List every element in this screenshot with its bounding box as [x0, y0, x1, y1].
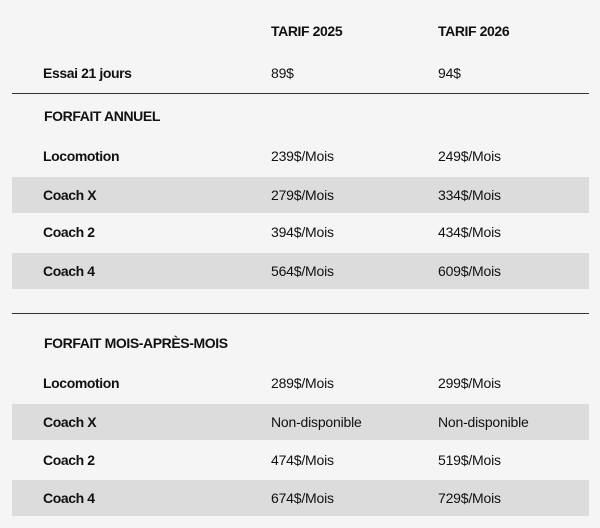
section-title-monthly: FORFAIT MOIS-APRÈS-MOIS	[44, 335, 228, 351]
price-2026: 729$/Mois	[438, 490, 501, 506]
divider-top	[12, 93, 589, 94]
plan-label: Coach X	[43, 187, 97, 203]
price-2025: 564$/Mois	[271, 263, 334, 279]
price-2026: 609$/Mois	[438, 263, 501, 279]
plan-label: Locomotion	[43, 375, 120, 391]
price-2025: 674$/Mois	[271, 490, 334, 506]
header-row	[12, 13, 589, 49]
price-2025: Non-disponible	[271, 414, 362, 430]
plan-label: Coach 4	[43, 490, 95, 506]
price-2025: 474$/Mois	[271, 452, 334, 468]
header-tarif-2025: TARIF 2025	[271, 23, 343, 39]
price-2025: 394$/Mois	[271, 224, 334, 240]
trial-row	[12, 55, 589, 91]
price-2025: 279$/Mois	[271, 187, 334, 203]
header-tarif-2026: TARIF 2026	[438, 23, 510, 39]
plan-label: Coach 4	[43, 263, 95, 279]
trial-price-2025: 89$	[271, 65, 294, 81]
price-2026: 334$/Mois	[438, 187, 501, 203]
trial-price-2026: 94$	[438, 65, 461, 81]
price-2025: 239$/Mois	[271, 148, 334, 164]
price-2026: 434$/Mois	[438, 224, 501, 240]
section-title-annual: FORFAIT ANNUEL	[44, 108, 160, 124]
plan-label: Coach 2	[43, 224, 95, 240]
price-2026: Non-disponible	[438, 414, 529, 430]
table-row	[12, 442, 589, 478]
table-row	[12, 214, 589, 250]
plan-label: Coach 2	[43, 452, 95, 468]
table-row	[12, 138, 589, 174]
table-row	[12, 365, 589, 401]
price-2026: 249$/Mois	[438, 148, 501, 164]
table-row	[12, 480, 589, 516]
trial-label: Essai 21 jours	[43, 65, 132, 81]
price-2026: 519$/Mois	[438, 452, 501, 468]
table-row	[12, 404, 589, 440]
price-2025: 289$/Mois	[271, 375, 334, 391]
divider-middle	[12, 313, 589, 314]
price-2026: 299$/Mois	[438, 375, 501, 391]
plan-label: Locomotion	[43, 148, 120, 164]
plan-label: Coach X	[43, 414, 97, 430]
table-row	[12, 253, 589, 289]
table-row	[12, 177, 589, 213]
